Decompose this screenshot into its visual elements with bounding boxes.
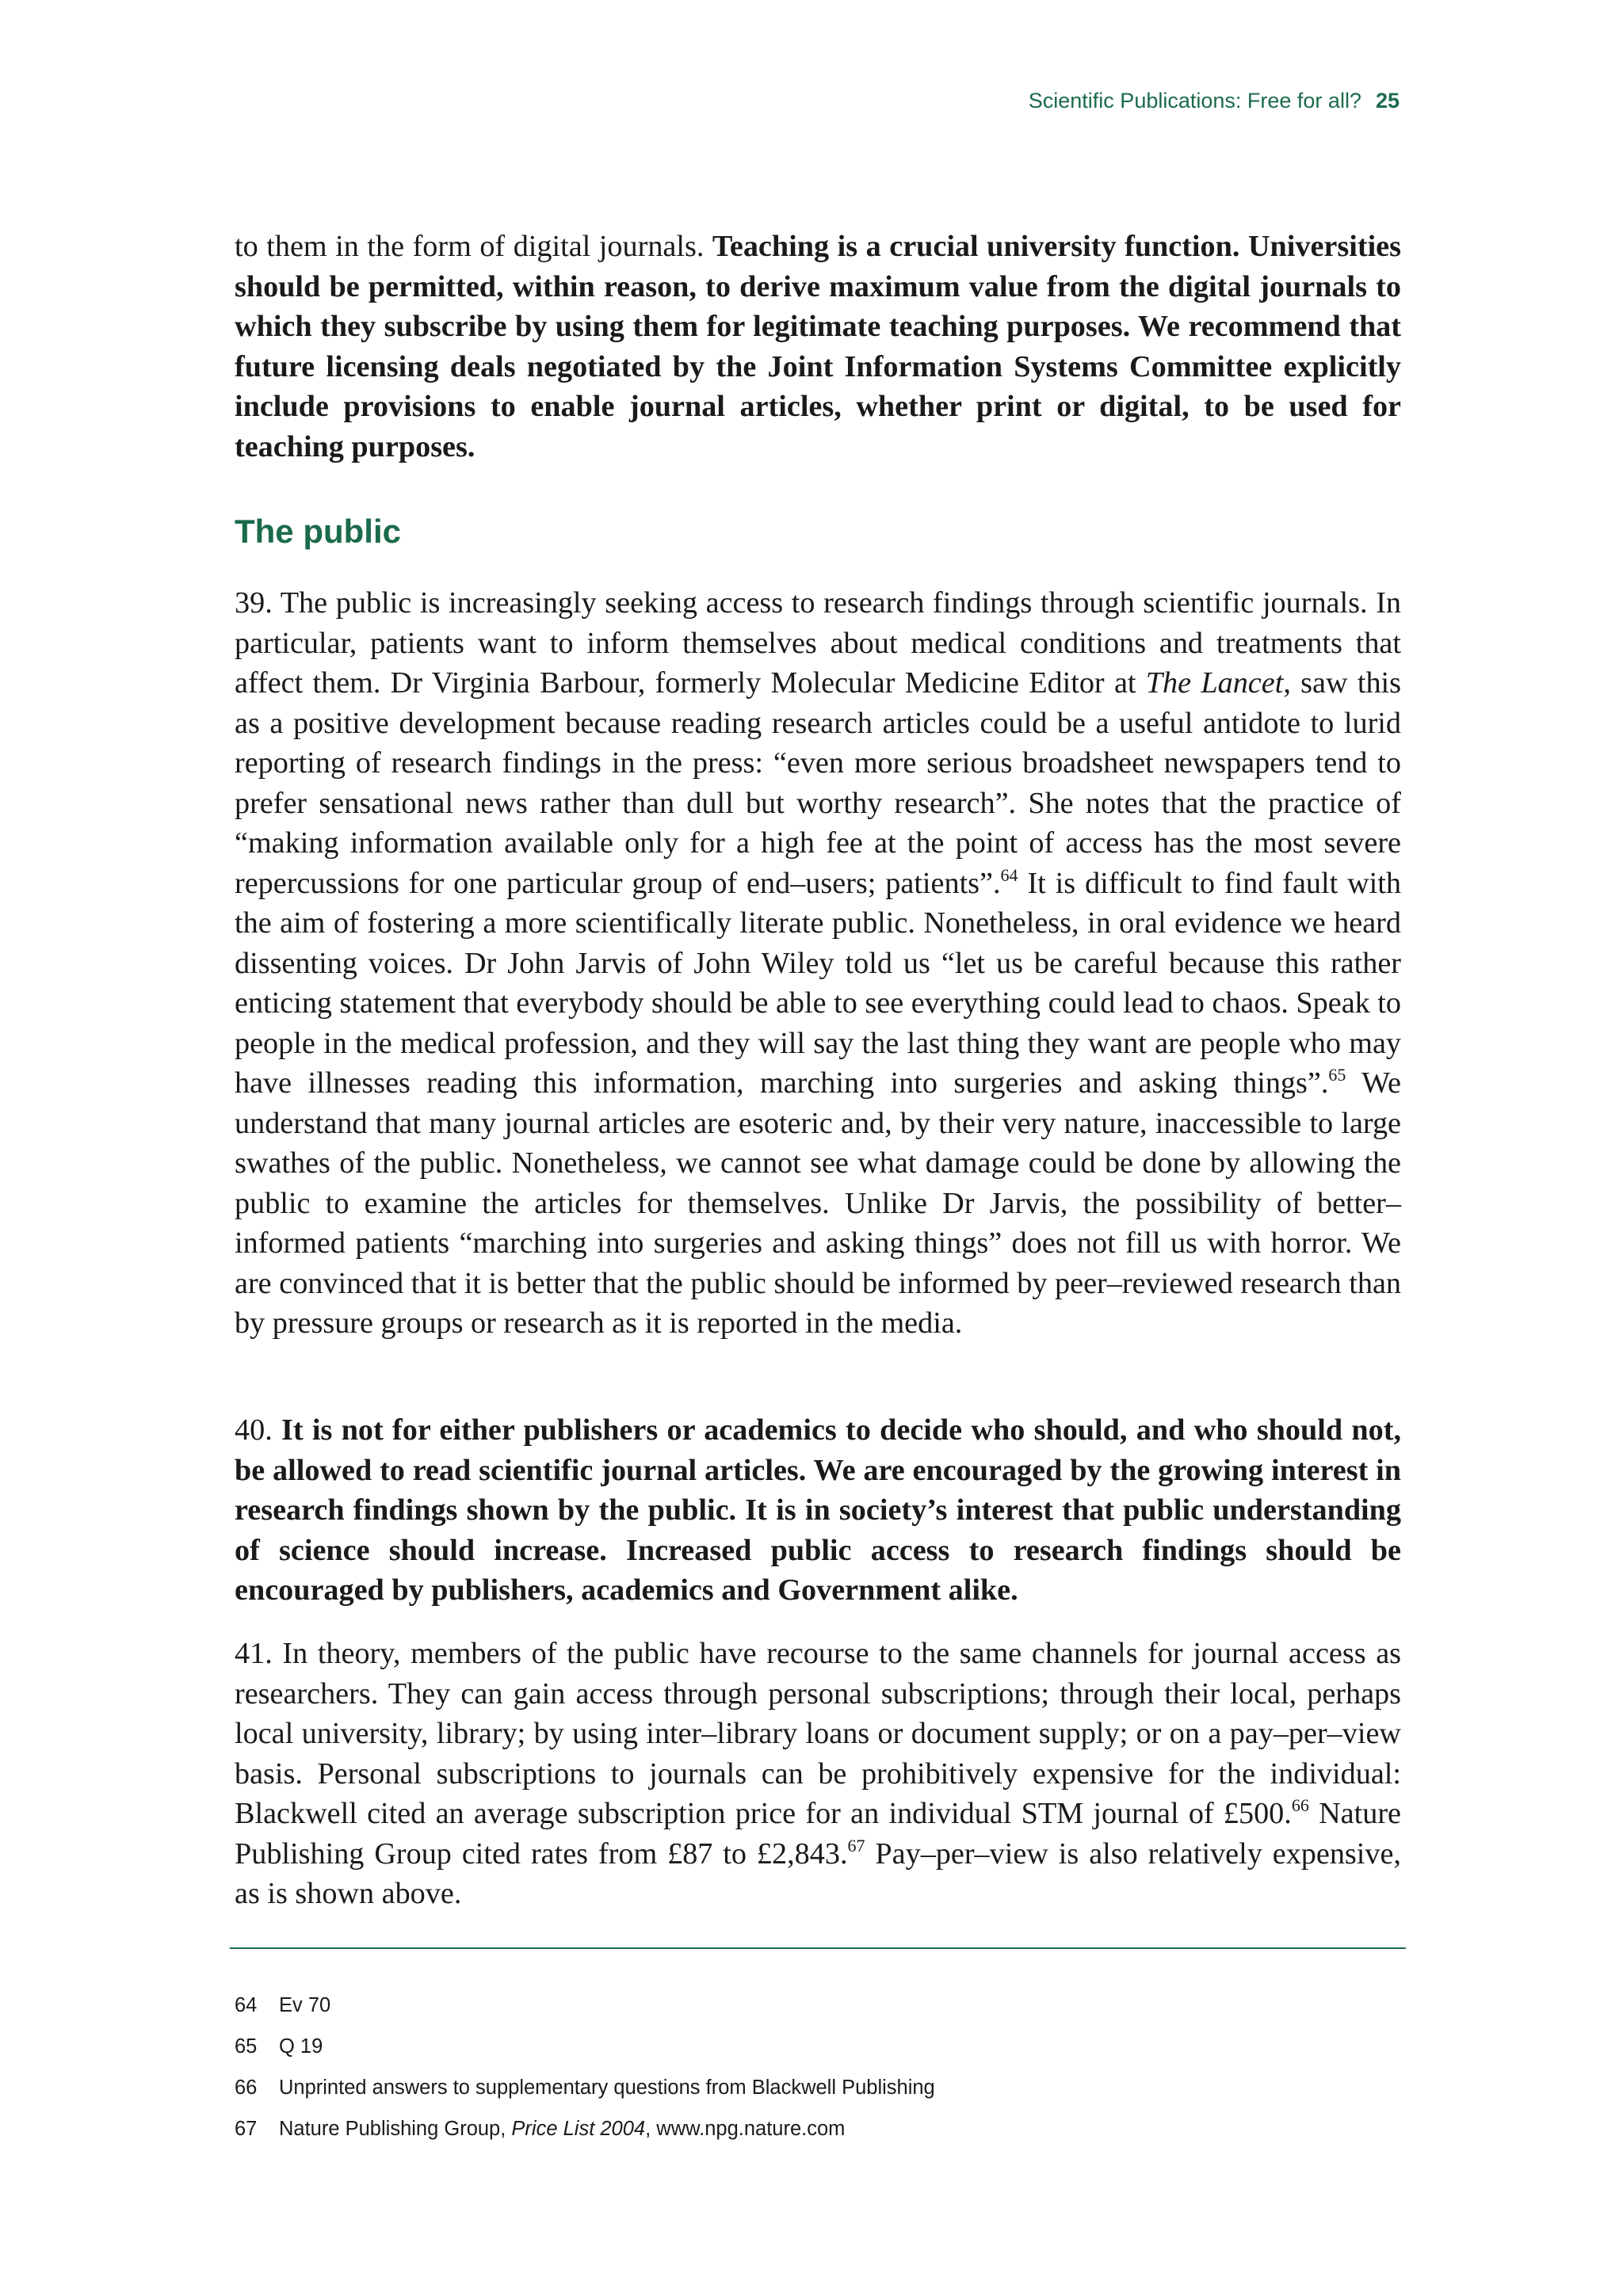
publication-title: The Lancet — [1145, 666, 1284, 700]
footnote-64 — [235, 1992, 1401, 2033]
price-list-title: Price List 2004 — [511, 2118, 646, 2140]
footnote-divider — [230, 1947, 1406, 1949]
paragraph-40 — [235, 1410, 1401, 1611]
intro-paragraph — [235, 227, 1401, 467]
footnotes — [235, 1992, 1401, 2157]
footnote-65 — [235, 2033, 1401, 2074]
paragraph-number: 40. — [235, 1413, 273, 1447]
paragraph-text: It is difficult to find fault with the aim of fostering a more scientifically literate public. Nonetheless, in oral evidence we heard dissenting voices. Dr John Jarvis of John Wiley told us “let us be careful because this rather enticing statement that everybody should be able to see everything could lead to chaos. Speak to people in the medical profession, and they will say the last thing they want are people who may have illnesses reading this information, marching into surgeries and asking things”. — [235, 866, 1401, 1100]
footnote-text: Ev 70 — [279, 1994, 331, 2016]
paragraph-text: The public is increasingly seeking access to research findings through scientific journals. In particular, patients want to inform themselves about medical conditions and treatments that affect them. Dr Virginia Barbour, formerly Molecular Medicine Editor at — [235, 586, 1402, 700]
paragraph-text: In theory, members of the public have recourse to the same channels for journal access as researchers. They can gain access through personal subscriptions; through their local, perhaps local university, library; by using inter–library loans or document supply; or on a pay–per–view basis. Personal subscriptions to journals can be prohibitively expensive for the individual: Blackwell cited an average subscription price for an individual STM journal of £500. — [235, 1637, 1402, 1830]
intro-recommendation: Teaching is a crucial university function. Universities should be permitted, within reason, to derive maximum value from the digital journals to which they subscribe by using them for legitimate teaching purposes. We recommend that future licensing deals negotiated by the Joint Information Systems Committee explicitly include provisions to enable journal articles, whether print or digital, to be used for teaching purposes. — [235, 230, 1401, 463]
intro-text: to them in the form of digital journals. — [235, 230, 712, 263]
footnote-66 — [235, 2074, 1401, 2115]
footnote-number: 64 — [235, 1994, 258, 2016]
conclusion-text: It is not for either publishers or academics to decide who should, and who should not, be allowed to read scientific journal articles. We are encouraged by the growing interest in research findings shown by the public. It is in society’s interest that public understanding of science should increase. Increased public access to research findings should be encouraged by publishers, academics and Government alike. — [235, 1413, 1401, 1607]
footnote-text — [279, 2115, 845, 2157]
running-header-title: Scientific Publications: Free for all? — [1028, 89, 1361, 113]
footnote-text: Q 19 — [279, 2035, 323, 2058]
footnote-text: Unprinted answers to supplementary questions from Blackwell Publishing — [279, 2077, 935, 2099]
paragraph-text: Pay–per–view is also relatively expensive, as is shown above. — [235, 1836, 1401, 1910]
footnote-link-text: , www.npg.nature.com — [645, 2118, 846, 2140]
footnote-number: 65 — [235, 2035, 258, 2058]
footnote-number: 67 — [235, 2118, 258, 2140]
paragraph-text: We understand that many journal articles are esoteric and, by their very nature, inaccessible to large swathes of the public. Nonetheless, we cannot see what damage could be done by allowing the public to examine the articles for themselves. Unlike Dr Jarvis, the possibility of better–informed patients “marching into surgeries and asking things” does not fill us with horror. We are convinced that it is better that the public should be informed by peer–reviewed research than by pressure groups or research as it is reported in the media. — [235, 1066, 1402, 1340]
page-number: 25 — [1375, 89, 1400, 113]
footnote-ref-67[interactable]: 67 — [847, 1835, 865, 1855]
footnote-ref-64[interactable]: 64 — [1000, 864, 1018, 885]
paragraph-number: 41. — [235, 1637, 273, 1670]
paragraph-41 — [235, 1634, 1401, 1914]
paragraph-number: 39. — [235, 586, 273, 620]
section-heading: The public — [235, 513, 401, 550]
footnote-ref-65[interactable]: 65 — [1328, 1065, 1346, 1085]
paragraph-39 — [235, 583, 1401, 1344]
paragraph-text: , saw this as a positive development because reading research articles could be a useful antidote to lurid reporting of research findings in the press: “even more serious broadsheet newspapers tend to prefer sensational news rather than dull but worthy research”. She notes that the practice of “making information available only for a high fee at the point of access has the most severe repercussions for one particular group of end–users; patients”. — [235, 666, 1402, 900]
running-header — [1029, 89, 1400, 113]
footnote-number: 66 — [235, 2077, 258, 2099]
footnote-ref-66[interactable]: 66 — [1291, 1795, 1309, 1815]
footnote-text-part: Nature Publishing Group, — [279, 2118, 512, 2140]
footnote-67 — [235, 2115, 1401, 2157]
paragraph-text: Nature Publishing Group cited rates from £87 to £2,843. — [235, 1797, 1401, 1871]
